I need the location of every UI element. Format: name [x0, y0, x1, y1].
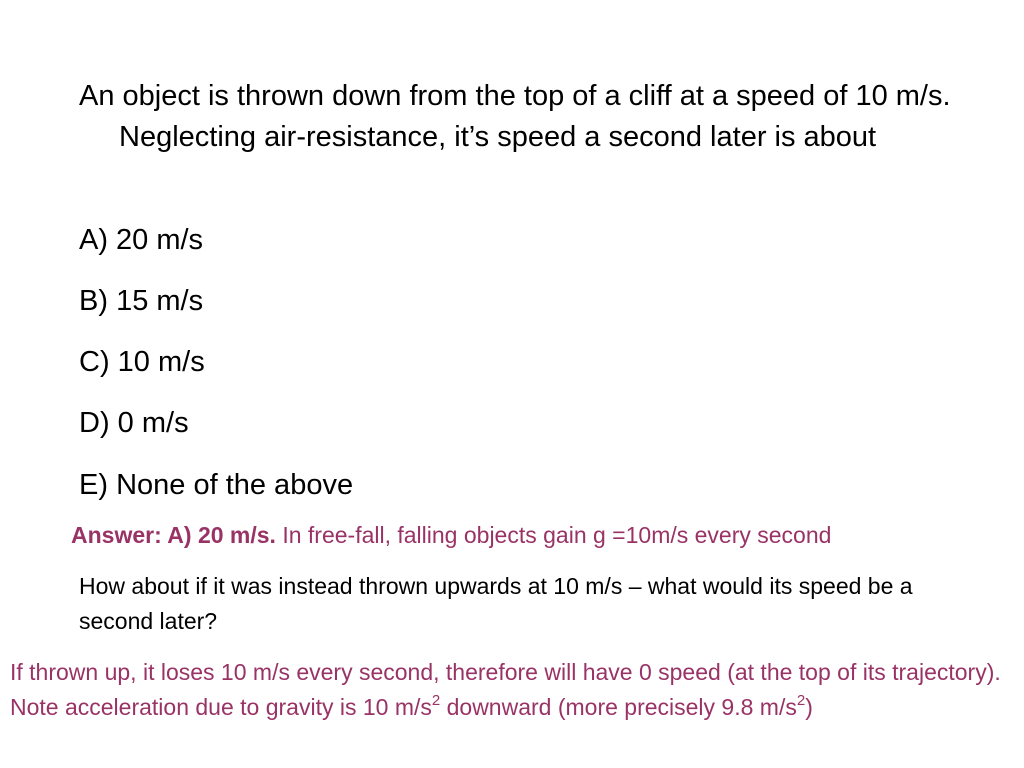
- answer-explanation: In free-fall, falling objects gain g =10m/s every second: [282, 522, 832, 548]
- choice-d-letter: D): [79, 407, 110, 439]
- choice-c-letter: C): [79, 346, 110, 378]
- explanation-part-2: downward (more precisely 9.8 m/s: [446, 694, 797, 720]
- choice-b: [79, 283, 203, 319]
- question-text: An object is thrown down from the top of a cliff at a speed of 10 m/s. Neglecting air-resistance, it’s speed a second later is about: [79, 80, 951, 153]
- choice-a-letter: A): [79, 224, 108, 256]
- followup-question: How about if it was instead thrown upwards at 10 m/s – what would its speed be a second later?: [79, 573, 913, 634]
- choice-d: [79, 405, 189, 441]
- choice-a-text: 20 m/s: [116, 224, 204, 256]
- answer-line: [71, 519, 831, 551]
- choice-d-text: 0 m/s: [117, 407, 189, 439]
- explanation-part-3: ): [805, 694, 813, 720]
- choice-e-text: None of the above: [116, 469, 354, 501]
- choice-e-letter: E): [79, 469, 108, 501]
- choice-a: [79, 222, 203, 258]
- answer-label: Answer: A) 20 m/s.: [71, 522, 276, 548]
- explanation-text: [10, 655, 1010, 725]
- choice-b-text: 15 m/s: [116, 285, 204, 317]
- choice-c-text: 10 m/s: [117, 346, 205, 378]
- explanation-superscript-2: 2: [796, 692, 806, 709]
- explanation-part-1: If thrown up, it loses 10 m/s every second, therefore will have 0 speed (at the top of its trajectory). Note acceleration due to gravity is 10 m/s: [10, 659, 1001, 720]
- choice-c: [79, 344, 205, 380]
- choice-e: [79, 467, 353, 503]
- explanation-superscript-1: 2: [431, 692, 441, 709]
- choice-b-letter: B): [79, 285, 108, 317]
